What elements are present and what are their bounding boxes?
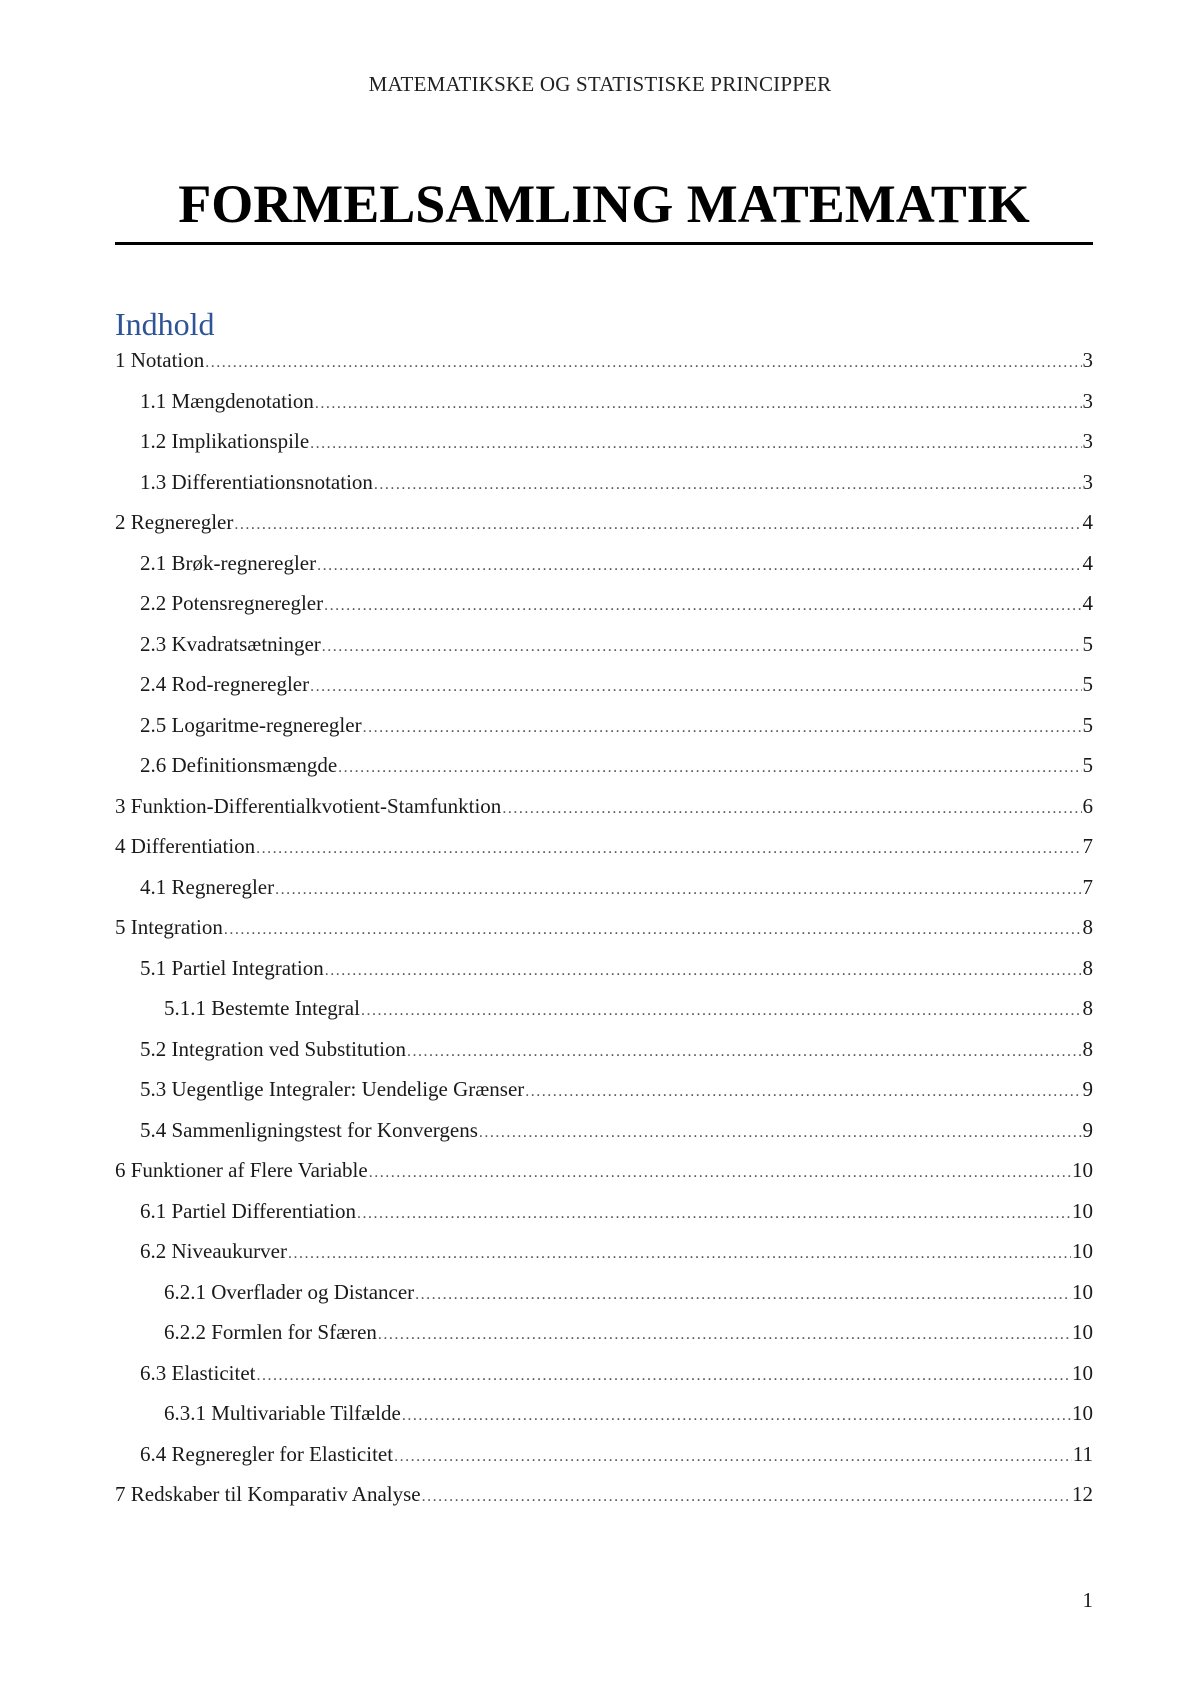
toc-entry[interactable] xyxy=(115,1199,1093,1240)
toc-entry[interactable] xyxy=(115,1118,1093,1159)
toc-entry[interactable] xyxy=(115,672,1093,713)
toc-entry-page-number: 10 xyxy=(1072,1239,1093,1263)
toc-entry-label: 5 Integration xyxy=(115,915,223,939)
toc-entry-label: 6.4 Regneregler for Elasticitet xyxy=(140,1441,394,1466)
toc-entry[interactable] xyxy=(115,1037,1093,1078)
toc-entry-label: 2.2 Potensregneregler xyxy=(140,591,324,615)
toc-entry-page-number: 10 xyxy=(1072,1320,1093,1344)
toc-entry-page-number: 10 xyxy=(1072,1279,1093,1304)
toc-dot-leader xyxy=(479,1124,1082,1142)
toc-entry[interactable] xyxy=(115,632,1093,673)
toc-entry[interactable] xyxy=(115,389,1093,430)
toc-entry-page-number: 8 xyxy=(1082,1036,1093,1061)
toc-entry-label: 1 Notation xyxy=(115,348,205,372)
toc-entry[interactable] xyxy=(115,1482,1093,1523)
toc-dot-leader xyxy=(325,962,1082,980)
toc-dot-leader xyxy=(363,719,1082,737)
toc-entry-page-number: 5 xyxy=(1082,753,1093,777)
toc-dot-leader xyxy=(422,1488,1071,1506)
toc-dot-leader xyxy=(234,516,1081,534)
toc-dot-leader xyxy=(407,1043,1082,1061)
toc-entry-label: 3 Funktion-Differentialkvotient-Stamfunktion xyxy=(115,793,502,818)
toc-dot-leader xyxy=(378,1326,1071,1344)
toc-entry[interactable] xyxy=(115,915,1093,956)
table-of-contents xyxy=(115,348,1093,1523)
toc-dot-leader xyxy=(205,354,1081,372)
toc-entry-label: 1.3 Differentiationsnotation xyxy=(140,469,373,494)
toc-dot-leader xyxy=(275,881,1081,899)
toc-entry-page-number: 12 xyxy=(1072,1482,1093,1506)
toc-entry-label: 5.2 Integration ved Substitution xyxy=(140,1036,406,1061)
toc-entry-label: 6.3 Elasticitet xyxy=(140,1360,256,1385)
toc-entry[interactable] xyxy=(115,1361,1093,1402)
toc-dot-leader xyxy=(402,1407,1071,1425)
toc-entry-page-number: 10 xyxy=(1072,1360,1093,1385)
toc-entry-page-number: 9 xyxy=(1082,1077,1093,1101)
running-header: MATEMATIKSKE OG STATISTISKE PRINCIPPER xyxy=(368,72,832,96)
toc-entry-page-number: 7 xyxy=(1082,834,1093,858)
page-number: 1 xyxy=(1082,1588,1093,1612)
toc-entry-label: 7 Redskaber til Komparativ Analyse xyxy=(115,1482,421,1506)
toc-entry[interactable] xyxy=(115,1158,1093,1199)
toc-heading: Indhold xyxy=(115,306,215,342)
toc-entry-page-number: 10 xyxy=(1072,1198,1093,1223)
toc-entry[interactable] xyxy=(115,1077,1093,1118)
toc-dot-leader xyxy=(310,678,1081,696)
toc-entry-page-number: 4 xyxy=(1082,550,1093,575)
toc-dot-leader xyxy=(502,800,1081,818)
toc-entry-label: 6.3.1 Multivariable Tilfælde xyxy=(164,1401,401,1425)
toc-entry-label: 1.2 Implikationspile xyxy=(140,429,310,453)
toc-entry-label: 5.1 Partiel Integration xyxy=(140,955,324,980)
toc-entry-page-number: 3 xyxy=(1082,348,1093,372)
toc-entry[interactable] xyxy=(115,591,1093,632)
toc-entry-page-number: 11 xyxy=(1072,1441,1093,1466)
toc-entry-page-number: 5 xyxy=(1082,672,1093,696)
toc-entry-page-number: 4 xyxy=(1082,510,1093,534)
toc-dot-leader xyxy=(374,476,1082,494)
toc-entry[interactable] xyxy=(115,1239,1093,1280)
toc-entry-label: 6.2.2 Formlen for Sfæren xyxy=(164,1320,377,1344)
toc-entry[interactable] xyxy=(115,1442,1093,1483)
toc-dot-leader xyxy=(317,557,1081,575)
toc-entry-label: 6 Funktioner af Flere Variable xyxy=(115,1158,368,1182)
toc-entry-page-number: 3 xyxy=(1082,469,1093,494)
toc-entry[interactable] xyxy=(115,794,1093,835)
toc-dot-leader xyxy=(256,840,1081,858)
toc-entry-page-number: 10 xyxy=(1072,1158,1093,1182)
toc-entry-label: 2.4 Rod-regneregler xyxy=(140,672,310,696)
toc-entry[interactable] xyxy=(115,551,1093,592)
toc-entry-label: 5.3 Uegentlige Integraler: Uendelige Grænser xyxy=(140,1077,525,1101)
toc-entry-label: 2.1 Brøk-regneregler xyxy=(140,550,317,575)
toc-entry-label: 5.4 Sammenligningstest for Konvergens xyxy=(140,1117,478,1142)
toc-dot-leader xyxy=(224,921,1082,939)
toc-entry-label: 4 Differentiation xyxy=(115,834,256,858)
toc-entry-page-number: 10 xyxy=(1072,1401,1093,1425)
toc-dot-leader xyxy=(361,1002,1082,1020)
toc-entry-page-number: 3 xyxy=(1082,388,1093,413)
toc-entry[interactable] xyxy=(115,1320,1093,1361)
toc-entry[interactable] xyxy=(115,470,1093,511)
toc-entry[interactable] xyxy=(115,956,1093,997)
toc-entry[interactable] xyxy=(115,996,1093,1037)
toc-entry-label: 2 Regneregler xyxy=(115,510,234,534)
toc-entry-page-number: 8 xyxy=(1082,996,1093,1020)
toc-entry[interactable] xyxy=(115,875,1093,916)
toc-entry-label: 6.2 Niveaukurver xyxy=(140,1239,287,1263)
toc-entry-page-number: 9 xyxy=(1082,1117,1093,1142)
toc-entry-page-number: 5 xyxy=(1082,631,1093,656)
toc-entry-label: 1.1 Mængdenotation xyxy=(140,388,314,413)
toc-entry-page-number: 3 xyxy=(1082,429,1093,453)
toc-entry-page-number: 5 xyxy=(1082,712,1093,737)
toc-entry-page-number: 4 xyxy=(1082,591,1093,615)
toc-dot-leader xyxy=(310,435,1081,453)
toc-dot-leader xyxy=(324,597,1081,615)
toc-entry-label: 6.2.1 Overflader og Distancer xyxy=(164,1279,415,1304)
toc-entry[interactable] xyxy=(115,1401,1093,1442)
toc-entry-label: 5.1.1 Bestemte Integral xyxy=(164,996,360,1020)
toc-dot-leader xyxy=(525,1083,1081,1101)
toc-entry-label: 2.5 Logaritme-regneregler xyxy=(140,712,362,737)
toc-dot-leader xyxy=(338,759,1081,777)
toc-dot-leader xyxy=(315,395,1082,413)
toc-dot-leader xyxy=(288,1245,1071,1263)
toc-entry[interactable] xyxy=(115,510,1093,551)
toc-dot-leader xyxy=(322,638,1082,656)
toc-entry[interactable] xyxy=(115,429,1093,470)
toc-dot-leader xyxy=(415,1286,1071,1304)
toc-entry-label: 6.1 Partiel Differentiation xyxy=(140,1198,356,1223)
toc-entry[interactable] xyxy=(115,753,1093,794)
toc-entry-page-number: 6 xyxy=(1082,793,1093,818)
toc-entry[interactable] xyxy=(115,348,1093,389)
toc-dot-leader xyxy=(369,1164,1071,1182)
toc-dot-leader xyxy=(256,1367,1071,1385)
toc-entry-label: 2.3 Kvadratsætninger xyxy=(140,631,321,656)
toc-entry[interactable] xyxy=(115,713,1093,754)
toc-entry-label: 4.1 Regneregler xyxy=(140,874,275,899)
toc-dot-leader xyxy=(394,1448,1072,1466)
toc-entry-page-number: 8 xyxy=(1082,915,1093,939)
toc-entry[interactable] xyxy=(115,1280,1093,1321)
toc-entry-page-number: 7 xyxy=(1082,874,1093,899)
toc-entry-page-number: 8 xyxy=(1082,955,1093,980)
toc-entry[interactable] xyxy=(115,834,1093,875)
toc-entry-label: 2.6 Definitionsmængde xyxy=(140,753,338,777)
toc-dot-leader xyxy=(357,1205,1071,1223)
document-title: FORMELSAMLING MATEMATIK xyxy=(115,172,1093,245)
